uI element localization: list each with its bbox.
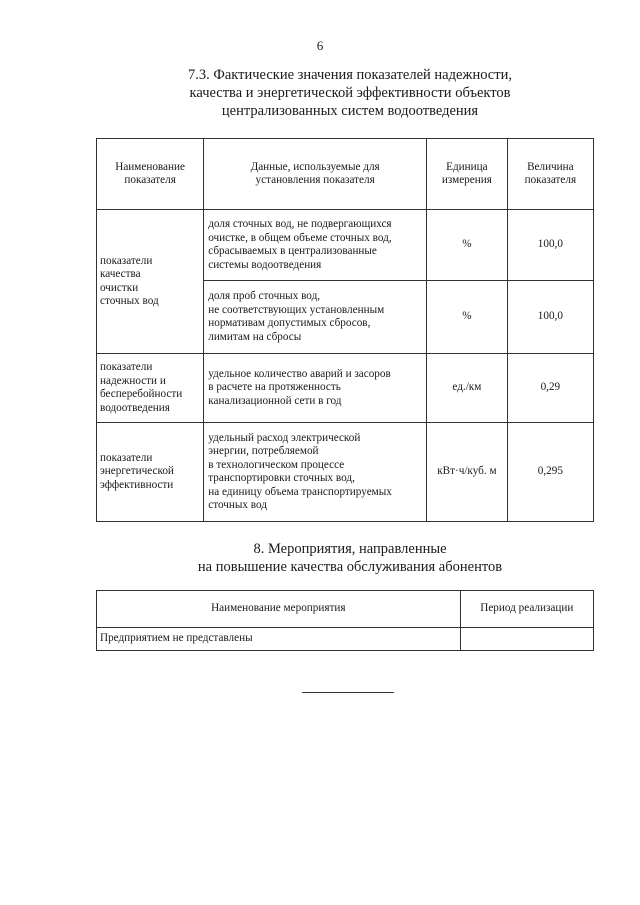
cell-text: энергии, потребляемой — [208, 445, 319, 457]
cell-text: транспортировки сточных вод, — [208, 472, 355, 484]
cell-text: сбрасываемых в централизованные — [208, 245, 377, 257]
cell-text: надежности и — [100, 374, 166, 387]
cell-text: энергетической — [100, 465, 174, 478]
header-text: Наименование — [115, 160, 185, 173]
cell-text: в расчете на протяженность — [208, 381, 341, 394]
header-data-used — [204, 139, 427, 210]
header-text: Единица — [446, 160, 488, 173]
indicator-unit: % — [427, 210, 508, 281]
indicator-group-name — [97, 354, 204, 423]
table-row — [97, 210, 594, 281]
value-text: 100,0 — [537, 310, 563, 323]
cell-text: эффективности — [100, 478, 174, 491]
closing-divider — [302, 692, 394, 693]
cell-text: удельное количество аварий и засоров — [208, 367, 391, 380]
value-text: 0,29 — [540, 381, 561, 394]
title-line: централизованных систем водоотведения — [221, 103, 479, 119]
cell-text: сточных вод — [208, 499, 267, 511]
measure-period — [460, 628, 593, 651]
value-text: 100,0 — [537, 238, 563, 251]
indicator-data — [204, 354, 427, 423]
indicator-data — [204, 281, 427, 354]
table-row — [97, 354, 594, 423]
cell-text: канализационной сети в год — [208, 394, 342, 407]
cell-text: очистки — [100, 281, 139, 294]
header-value — [507, 139, 593, 210]
header-text: показателя — [124, 174, 176, 186]
cell-text: доля проб сточных вод, — [208, 290, 321, 302]
table-header-row — [97, 139, 594, 210]
header-period: Период реализации — [460, 591, 593, 628]
table-row — [97, 423, 594, 522]
cell-text: сточных вод — [100, 295, 159, 307]
cell-text: показатели — [100, 361, 153, 373]
page-number: 6 — [316, 38, 324, 53]
header-text: Данные, используемые для — [250, 160, 380, 173]
indicator-unit: кВт·ч/куб. м — [427, 423, 508, 522]
title-line: качества и энергетической эффективности объектов — [189, 85, 511, 101]
cell-text: показатели — [100, 254, 153, 267]
cell-text: системы водоотведения — [208, 258, 322, 271]
header-text: измерения — [441, 174, 492, 186]
indicator-value — [507, 354, 593, 423]
value-text: 0,295 — [537, 465, 563, 478]
indicator-value — [507, 281, 593, 354]
indicator-group-name — [97, 210, 204, 354]
section-8-title — [90, 540, 610, 576]
title-line: на повышение качества обслуживания абонентов — [197, 559, 503, 575]
cell-text: лимитам на сбросы — [208, 330, 302, 343]
cell-text: в технологическом процессе — [208, 458, 345, 471]
header-unit — [427, 139, 508, 210]
header-text: установления показателя — [255, 174, 375, 186]
title-line: 7.3. Фактические значения показателей надежности, — [188, 67, 512, 83]
indicator-value — [507, 210, 593, 281]
cell-text: качества — [100, 268, 141, 280]
title-line: 8. Мероприятия, направленные — [253, 541, 447, 557]
cell-text: бесперебойности — [100, 388, 183, 400]
indicator-unit: % — [427, 281, 508, 354]
table-header-row — [97, 591, 594, 628]
header-text: показателя — [524, 174, 577, 186]
indicators-table — [96, 138, 594, 522]
indicator-data — [204, 210, 427, 281]
indicator-group-name — [97, 423, 204, 522]
cell-text: показатели — [100, 451, 153, 464]
header-text: Величина — [527, 160, 574, 173]
measures-table — [96, 590, 594, 651]
cell-text: нормативам допустимых сбросов, — [208, 317, 371, 329]
indicator-value — [507, 423, 593, 522]
cell-text: водоотведения — [100, 401, 170, 414]
header-measure-name: Наименование мероприятия — [97, 591, 461, 628]
cell-text: очистке, в общем объеме сточных вод, — [208, 231, 392, 244]
table-row — [97, 628, 594, 651]
measure-name: Предприятием не представлены — [97, 628, 461, 651]
cell-text: не соответствующих установленным — [208, 303, 385, 316]
indicator-data — [204, 423, 427, 522]
cell-text: на единицу объема транспортируемых — [208, 485, 392, 498]
cell-text: доля сточных вод, не подвергающихся — [208, 218, 392, 230]
section-7-3-title — [90, 66, 610, 120]
header-indicator-name — [97, 139, 204, 210]
cell-text: удельный расход электрической — [208, 431, 361, 444]
indicator-unit: ед./км — [427, 354, 508, 423]
